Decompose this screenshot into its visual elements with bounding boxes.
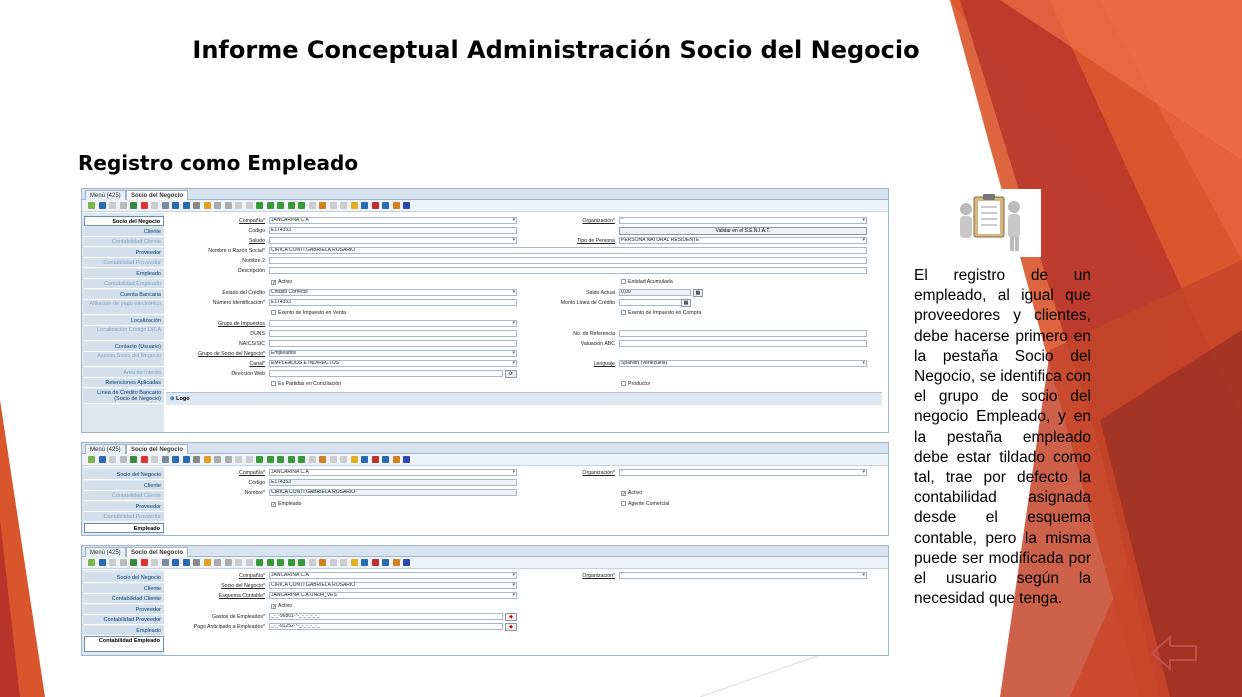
toolbar-icon[interactable] — [172, 456, 179, 463]
monto-calculator-button[interactable]: ▦ — [681, 299, 691, 307]
toolbar-icon[interactable] — [351, 202, 358, 209]
toolbar-icon[interactable] — [309, 559, 316, 566]
toolbar-icon[interactable] — [120, 559, 127, 566]
label-codigo-2: Código — [248, 480, 265, 486]
nombre-field-2[interactable]: CIRICA CONTI GABRIELA ROSARIO — [269, 489, 517, 496]
label-codigo: Código — [248, 228, 265, 234]
clipboard-people-icon — [952, 189, 1041, 257]
tab-menu[interactable]: Menú (425) — [85, 190, 126, 200]
toolbar-icon[interactable] — [309, 456, 316, 463]
tab-menu-2[interactable]: Menú (425) — [85, 444, 126, 454]
activo-label-2: Activo — [628, 490, 643, 496]
sidebar-item[interactable]: Socio del Negocio — [84, 216, 164, 226]
sidebar — [82, 213, 164, 433]
toolbar-icon[interactable] — [340, 456, 347, 463]
toolbar-icon[interactable] — [340, 202, 347, 209]
toolbar-icon[interactable] — [288, 202, 295, 209]
web-field[interactable] — [269, 370, 503, 377]
entidad-label: Entidad Acumulada — [628, 279, 673, 285]
label-esquema: Esquema Contable* — [218, 593, 265, 599]
sidebar-item[interactable]: Contabilidad Empleado — [84, 636, 164, 652]
toolbar-icon[interactable] — [330, 559, 337, 566]
activo-label-3: Activo — [278, 603, 293, 609]
validar-seniat-button[interactable]: Validar en el S.E.N.I.A.T. — [619, 227, 867, 235]
gastos-field[interactable]: _-_-96801-*-_-_-_-_-_ — [269, 613, 503, 620]
label-canal: Canal* — [249, 361, 265, 367]
toolbar-icon[interactable] — [193, 456, 200, 463]
toolbar-icon[interactable] — [267, 456, 274, 463]
toolbar-icon[interactable] — [193, 559, 200, 566]
esquema-field[interactable]: JANCARINA C.A UN/34_VES ▾ — [269, 592, 517, 599]
toolbar-icon[interactable] — [183, 559, 190, 566]
toolbar-icon[interactable] — [151, 559, 158, 566]
label-nombre: Nombre o Razón Social* — [208, 248, 265, 254]
toolbar-icon[interactable] — [204, 456, 211, 463]
toolbar-icon[interactable] — [235, 559, 242, 566]
toolbar-icon[interactable] — [130, 456, 137, 463]
slide-title: Informe Conceptual Administración Socio del Negocio — [192, 36, 920, 64]
toolbar-icon[interactable] — [382, 456, 389, 463]
toolbar-icon[interactable] — [130, 202, 137, 209]
toolbar-icon[interactable] — [225, 456, 232, 463]
toolbar-icon[interactable] — [382, 202, 389, 209]
toolbar-icon[interactable] — [256, 559, 263, 566]
toolbar-icon[interactable] — [246, 559, 253, 566]
toolbar-icon[interactable] — [361, 456, 368, 463]
toolbar-icon[interactable] — [277, 559, 284, 566]
toolbar-icon[interactable] — [298, 456, 305, 463]
compania-field-3[interactable]: JANCARINA C.A ▾ — [269, 572, 517, 579]
toolbar-icon[interactable] — [351, 456, 358, 463]
exento-venta-checkbox[interactable] — [271, 310, 346, 316]
toolbar-icon[interactable] — [403, 456, 410, 463]
toolbar-icon[interactable] — [225, 202, 232, 209]
toolbar-icon[interactable] — [330, 202, 337, 209]
screenshot-contabilidad-empleado — [81, 545, 889, 656]
agente-label: Agente Comercial — [628, 501, 670, 507]
toolbar-icon[interactable] — [204, 202, 211, 209]
toolbar-icon[interactable] — [214, 456, 221, 463]
valuacion-field[interactable] — [619, 340, 867, 347]
toolbar-icon[interactable] — [382, 559, 389, 566]
label-organizacion-2: Organización* — [582, 470, 615, 476]
toolbar-icon[interactable] — [162, 456, 169, 463]
estado-field[interactable]: Crédito Correcto ▾ — [269, 289, 517, 296]
toolbar-icon[interactable] — [372, 559, 379, 566]
label-organizacion: Organización* — [582, 218, 615, 224]
sidebar-item[interactable]: Localización — [84, 316, 164, 326]
toolbar-icon[interactable] — [235, 202, 242, 209]
sidebar-item[interactable]: Proveedor — [84, 248, 164, 258]
window-tabs-2 — [82, 443, 888, 454]
sidebar-item[interactable]: Contabilidad Proveedor — [84, 615, 164, 625]
pago-account-button[interactable]: ◆ — [505, 623, 517, 631]
label-gastos: Gastos de Empleados* — [211, 614, 265, 620]
section-subtitle: Registro como Empleado — [78, 151, 359, 175]
label-socio-3: Socio del Negocio* — [221, 583, 265, 589]
label-valuacion: Valuación ABC — [580, 341, 615, 347]
sidebar-item[interactable]: Contabilidad Empleado — [84, 279, 164, 289]
toolbar-icon[interactable] — [298, 559, 305, 566]
toolbar-icon[interactable] — [172, 202, 179, 209]
nombre-field[interactable]: CIRICA CONTI GABRIELA ROSARIO — [269, 247, 867, 254]
activo-checkbox-3[interactable]: ✓ Activo — [272, 603, 293, 610]
toolbar-icon[interactable] — [130, 559, 137, 566]
sidebar-item[interactable]: Área de Interés — [84, 368, 164, 378]
toolbar-icon[interactable] — [109, 456, 116, 463]
screenshot-empleado — [81, 442, 889, 536]
tipo-persona-field[interactable]: PERSONA NATURAL RESIDENTE ▾ — [619, 237, 867, 244]
saludo-field[interactable] — [269, 237, 517, 244]
toolbar-icon[interactable] — [183, 202, 190, 209]
compania-field-2[interactable]: JANCARINA C.A ▾ — [269, 469, 517, 476]
toolbar-2 — [82, 454, 888, 466]
sidebar-item[interactable]: Proveedor — [84, 502, 164, 512]
tab-socio-negocio-2[interactable]: Socio del Negocio — [126, 444, 188, 454]
logo-label: Logo — [176, 396, 190, 402]
toolbar-icon[interactable] — [214, 559, 221, 566]
description-paragraph: El registro de un empleado, al igual que proveedores y clientes, debe hacerse primero en la pestaña Socio del Negocio, se identifica con el grupo de socio del negocio Empleado, y en la pestaña empleado debe estar tildado como tal, trae por defecto la contabilidad asignada desde el esquema contable, pero la misma puede ser modificada por el usuario según la necesidad que tenga. — [914, 267, 1091, 608]
toolbar-icon[interactable] — [109, 202, 116, 209]
toolbar-icon[interactable] — [225, 559, 232, 566]
entidad-checkbox[interactable] — [621, 279, 673, 285]
toolbar-icon[interactable] — [246, 456, 253, 463]
label-referencia: No. de Referencia — [573, 331, 615, 337]
toolbar-icon[interactable] — [351, 559, 358, 566]
toolbar-icon[interactable] — [256, 202, 263, 209]
toolbar-icon[interactable] — [393, 202, 400, 209]
toolbar-icon[interactable] — [235, 456, 242, 463]
label-duns: DUNS — [250, 331, 265, 337]
empleado-checkbox[interactable]: ✓ Empleado — [272, 501, 302, 508]
label-compania: Compañía* — [239, 218, 265, 224]
sidebar-item[interactable]: Línea de Crédito Bancario (Socio de Negocio) — [84, 389, 164, 404]
label-web: Dirección Web — [231, 371, 265, 377]
pago-field[interactable]: _-_-91252-*-_-_-_-_-_ — [269, 623, 503, 630]
toolbar-icon[interactable] — [183, 456, 190, 463]
label-nombre2: Nombre 2 — [242, 258, 265, 264]
sidebar-2 — [82, 467, 164, 536]
toolbar-icon[interactable] — [99, 456, 106, 463]
canal-field[interactable]: EMPLEADOS E INDIRECTOS ▾ — [269, 360, 517, 367]
label-compania-2: Compañía* — [239, 470, 265, 476]
socio-field-3[interactable]: CIRICA CONTI GABRIELA ROSARIO ▾ — [269, 582, 517, 589]
toolbar-icon[interactable] — [109, 559, 116, 566]
toolbar-icon[interactable] — [141, 559, 148, 566]
partidas-checkbox[interactable] — [271, 381, 341, 387]
saldo-field[interactable]: 0,00 — [619, 289, 691, 296]
descripcion-field[interactable] — [269, 267, 867, 274]
label-estado: Estado del Crédito — [222, 290, 265, 296]
activo-label: Activo — [278, 279, 293, 285]
organizacion-field-2[interactable]: * ▾ — [619, 469, 867, 476]
empleado-label: Empleado — [278, 501, 302, 507]
toolbar-icon[interactable] — [193, 202, 200, 209]
naics-field[interactable] — [269, 340, 517, 347]
toolbar-icon[interactable] — [403, 202, 410, 209]
sidebar-item[interactable]: Contabilidad Cliente — [84, 491, 164, 501]
toolbar-icon[interactable] — [319, 202, 326, 209]
codigo-field[interactable]: E174353 — [269, 227, 517, 234]
toolbar-3 — [82, 557, 888, 569]
toolbar-icon[interactable] — [151, 202, 158, 209]
toolbar-icon[interactable] — [204, 559, 211, 566]
toolbar-icon[interactable] — [372, 456, 379, 463]
sidebar-item[interactable]: Empleado — [84, 269, 164, 279]
productor-checkbox[interactable] — [621, 381, 651, 387]
sidebar-item[interactable]: Contabilidad Proveedor — [84, 512, 164, 522]
sidebar-item[interactable]: Localización Código DICA — [84, 326, 164, 341]
toolbar-icon[interactable] — [214, 202, 221, 209]
compania-field[interactable]: JANCARINA C.A ▾ — [269, 217, 517, 224]
codigo-field-2[interactable]: E174353 — [269, 479, 517, 486]
toolbar-icon[interactable] — [99, 559, 106, 566]
label-descripcion: Descripción — [237, 268, 265, 274]
sidebar-item[interactable]: Acceso Socio del Negocio — [84, 352, 164, 367]
toolbar-icon[interactable] — [403, 559, 410, 566]
toolbar-icon[interactable] — [298, 202, 305, 209]
sidebar-item[interactable]: Socio del Negocio — [84, 573, 164, 583]
toolbar-icon[interactable] — [88, 202, 95, 209]
sidebar-item[interactable]: Retenciones Aplicadas — [84, 378, 164, 388]
window-tabs-3 — [82, 546, 888, 557]
toolbar-icon[interactable] — [88, 456, 95, 463]
organizacion-field-3[interactable]: * ▾ — [619, 572, 867, 579]
label-lenguaje: Lenguaje — [593, 361, 615, 367]
tab-socio-negocio-3[interactable]: Socio del Negocio — [126, 547, 188, 557]
toolbar-icon[interactable] — [162, 202, 169, 209]
toolbar — [82, 200, 888, 212]
label-grupo-socio: Grupo de Socio del Negocio* — [198, 351, 265, 357]
toolbar-icon[interactable] — [88, 559, 95, 566]
sidebar-item[interactable]: Cliente — [84, 481, 164, 491]
toolbar-icon[interactable] — [277, 202, 284, 209]
sidebar-item[interactable]: Cliente — [84, 227, 164, 237]
toolbar-icon[interactable] — [256, 456, 263, 463]
sidebar-item[interactable]: Contabilidad Cliente — [84, 594, 164, 604]
referencia-field[interactable] — [619, 330, 867, 337]
sidebar-item[interactable]: Afiliación de pago electrónico — [84, 300, 164, 315]
nombre2-field[interactable] — [269, 257, 867, 264]
toolbar-icon[interactable] — [361, 559, 368, 566]
screenshot-socio-negocio — [81, 188, 889, 433]
toolbar-icon[interactable] — [141, 202, 148, 209]
toolbar-icon[interactable] — [319, 559, 326, 566]
toolbar-icon[interactable] — [288, 456, 295, 463]
label-grupo-impuestos: Grupo de Impuestos — [217, 321, 265, 327]
web-open-button[interactable]: ⟳ — [505, 370, 517, 378]
label-naics: NAICS/SIC — [239, 341, 265, 347]
sidebar-item[interactable]: Contacto (Usuario) — [84, 342, 164, 352]
window-tabs — [82, 189, 888, 200]
toolbar-icon[interactable] — [162, 559, 169, 566]
label-compania-3: Compañía* — [239, 573, 265, 579]
label-saludo: Saludo — [248, 238, 265, 244]
label-saldo: Saldo Actual — [586, 290, 615, 296]
gastos-account-button[interactable]: ◆ — [505, 613, 517, 621]
sidebar-3 — [82, 570, 164, 656]
agente-checkbox[interactable] — [621, 501, 669, 507]
label-nombre-2: Nombre* — [244, 490, 265, 496]
duns-field[interactable] — [269, 330, 517, 337]
toolbar-icon[interactable] — [246, 202, 253, 209]
toolbar-icon[interactable] — [141, 456, 148, 463]
toolbar-icon[interactable] — [267, 559, 274, 566]
label-tipo-persona: Tipo de Persona — [577, 238, 615, 244]
label-monto: Monto Línea de Crédito — [560, 300, 615, 306]
saldo-calculator-button[interactable]: ▦ — [693, 289, 703, 297]
expand-icon: ⊕ — [170, 396, 177, 402]
partidas-label: Es Partidas en Conciliación — [278, 381, 342, 387]
organizacion-field[interactable]: * ▾ — [619, 217, 867, 224]
toolbar-icon[interactable] — [361, 202, 368, 209]
label-pago: Pago Anticipado a Empleados* — [193, 624, 265, 630]
toolbar-icon[interactable] — [319, 456, 326, 463]
exento-compra-label: Exento de Impuesto en Compra — [628, 310, 702, 316]
label-nid: Número Identificación* — [212, 300, 265, 306]
toolbar-icon[interactable] — [309, 202, 316, 209]
sidebar-item[interactable]: Contabilidad Cliente — [84, 237, 164, 247]
sidebar-item[interactable]: Empleado — [84, 523, 164, 533]
tab-menu-3[interactable]: Menú (425) — [85, 547, 126, 557]
tab-socio-negocio[interactable]: Socio del Negocio — [126, 190, 188, 200]
toolbar-icon[interactable] — [120, 456, 127, 463]
toolbar-icon[interactable] — [288, 559, 295, 566]
grupo-socio-field[interactable]: Empleados ▾ — [269, 350, 517, 357]
sidebar-item[interactable]: Proveedor — [84, 605, 164, 615]
toolbar-icon[interactable] — [393, 456, 400, 463]
toolbar-icon[interactable] — [120, 202, 127, 209]
productor-label: Productor — [628, 381, 651, 387]
toolbar-icon[interactable] — [99, 202, 106, 209]
toolbar-icon[interactable] — [340, 559, 347, 566]
toolbar-icon[interactable] — [151, 456, 158, 463]
toolbar-icon[interactable] — [172, 559, 179, 566]
sidebar-item[interactable]: Cliente — [84, 584, 164, 594]
sidebar-item[interactable]: Contabilidad Proveedor — [84, 258, 164, 268]
toolbar-icon[interactable] — [277, 456, 284, 463]
logo-section[interactable] — [166, 392, 882, 405]
sidebar-item[interactable]: Empleado — [84, 626, 164, 636]
toolbar-icon[interactable] — [393, 559, 400, 566]
toolbar-icon[interactable] — [330, 456, 337, 463]
back-arrow-icon[interactable] — [1150, 634, 1198, 677]
activo-checkbox[interactable]: ✓ Activo — [272, 279, 293, 286]
toolbar-icon[interactable] — [372, 202, 379, 209]
activo-checkbox-2[interactable]: ✓ Activo — [622, 490, 643, 497]
toolbar-icon[interactable] — [267, 202, 274, 209]
exento-compra-checkbox[interactable] — [621, 310, 701, 316]
sidebar-item[interactable]: Cuenta Bancaria — [84, 290, 164, 300]
label-organizacion-3: Organización* — [582, 573, 615, 579]
grupo-impuestos-field[interactable] — [269, 320, 517, 327]
sidebar-item[interactable]: Socio del Negocio — [84, 470, 164, 480]
nid-field[interactable]: E174353 — [269, 299, 517, 306]
lenguaje-field[interactable]: Spanish (Venezuela) ▾ — [619, 360, 867, 367]
exento-venta-label: Exento de Impuesto en Venta — [278, 310, 347, 316]
